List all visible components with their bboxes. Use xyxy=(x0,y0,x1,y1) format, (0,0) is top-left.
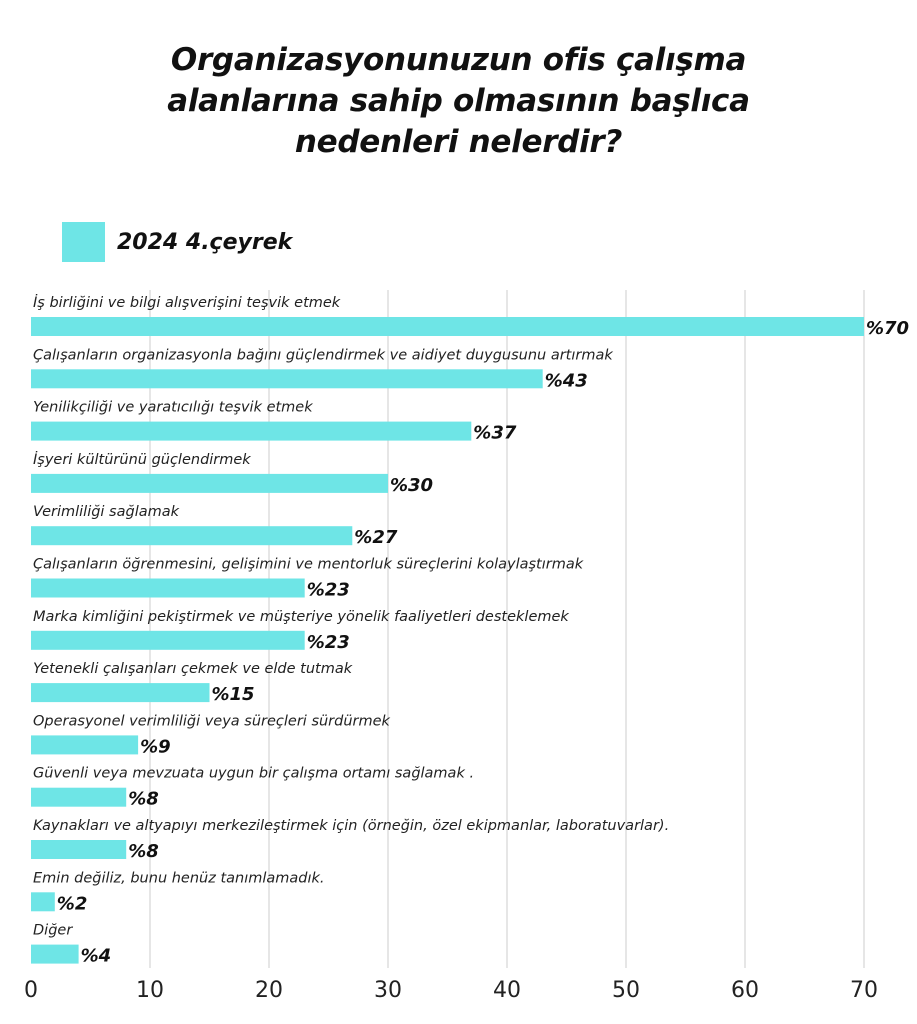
category-label: Marka kimliğini pekiştirmek ve müşteriye yönelik faaliyetleri desteklemek xyxy=(33,608,569,625)
bar xyxy=(31,369,543,388)
chart-title-line-2: alanlarına sahip olmasının başlıca xyxy=(167,83,750,119)
x-tick-label: 50 xyxy=(612,978,640,1003)
x-tick-label: 0 xyxy=(24,978,38,1003)
bar xyxy=(31,683,210,702)
bar-value-label: %23 xyxy=(306,579,350,601)
bar xyxy=(31,735,138,754)
legend-label: 2024 4.çeyrek xyxy=(117,229,293,255)
x-tick-label: 10 xyxy=(136,978,164,1003)
bar xyxy=(31,892,55,911)
bar-value-label: %43 xyxy=(544,370,588,392)
category-label: Diğer xyxy=(33,922,73,939)
category-label: Yenilikçiliği ve yaratıcılığı teşvik etmek xyxy=(33,399,313,416)
bar-value-label: %8 xyxy=(128,841,159,862)
bar-value-label: %4 xyxy=(80,945,112,967)
category-label: Çalışanların öğrenmesini, gelişimini ve mentorluk süreçlerini kolaylaştırmak xyxy=(33,556,584,573)
category-label: Verimliliği sağlamak xyxy=(33,504,180,521)
bar xyxy=(31,631,305,650)
x-tick-label: 20 xyxy=(255,978,283,1003)
bar xyxy=(31,526,352,545)
bar-value-label: %27 xyxy=(354,527,398,549)
bar-value-label: %2 xyxy=(56,893,88,915)
bar-value-label: %23 xyxy=(306,631,350,653)
bar xyxy=(31,945,79,964)
chart-title-line-3: nedenleri nelerdir? xyxy=(294,124,623,160)
category-label: Operasyonel verimliliği veya süreçleri sürdürmek xyxy=(33,713,390,730)
bar-value-label: %30 xyxy=(390,474,434,496)
bar xyxy=(31,788,126,807)
bar xyxy=(31,840,126,859)
category-label: Güvenli veya mevzuata uygun bir çalışma ortamı sağlamak . xyxy=(33,765,475,782)
category-label: Yetenekli çalışanları çekmek ve elde tutmak xyxy=(33,661,353,678)
category-label: Emin değiliz, bunu henüz tanımlamadık. xyxy=(33,870,325,887)
category-label: Çalışanların organizasyonla bağını güçlendirmek ve aidiyet duygusunu artırmak xyxy=(33,347,613,364)
bar-value-label: %9 xyxy=(140,736,171,758)
bar-value-label: %8 xyxy=(128,788,159,810)
x-tick-label: 70 xyxy=(850,978,878,1003)
category-label: İş birliğini ve bilgi alışverişini teşvik etmek xyxy=(33,295,341,311)
bar-value-label: %37 xyxy=(473,422,517,444)
bar-value-label: %15 xyxy=(211,684,255,706)
bar xyxy=(31,474,388,493)
bar xyxy=(31,317,864,336)
x-tick-label: 60 xyxy=(731,978,759,1003)
category-label: Kaynakları ve altyapıyı merkezileştirmek için (örneğin, özel ekipmanlar, laboratuvarlar). xyxy=(33,818,670,834)
x-tick-label: 30 xyxy=(374,978,402,1003)
x-tick-label: 40 xyxy=(493,978,521,1003)
bar-value-label: %70 xyxy=(866,318,910,339)
bar xyxy=(31,579,305,598)
chart-title-line-1: Organizasyonunuzun ofis çalışma xyxy=(170,42,747,78)
category-label: İşyeri kültürünü güçlendirmek xyxy=(33,451,251,468)
bar xyxy=(31,422,471,441)
